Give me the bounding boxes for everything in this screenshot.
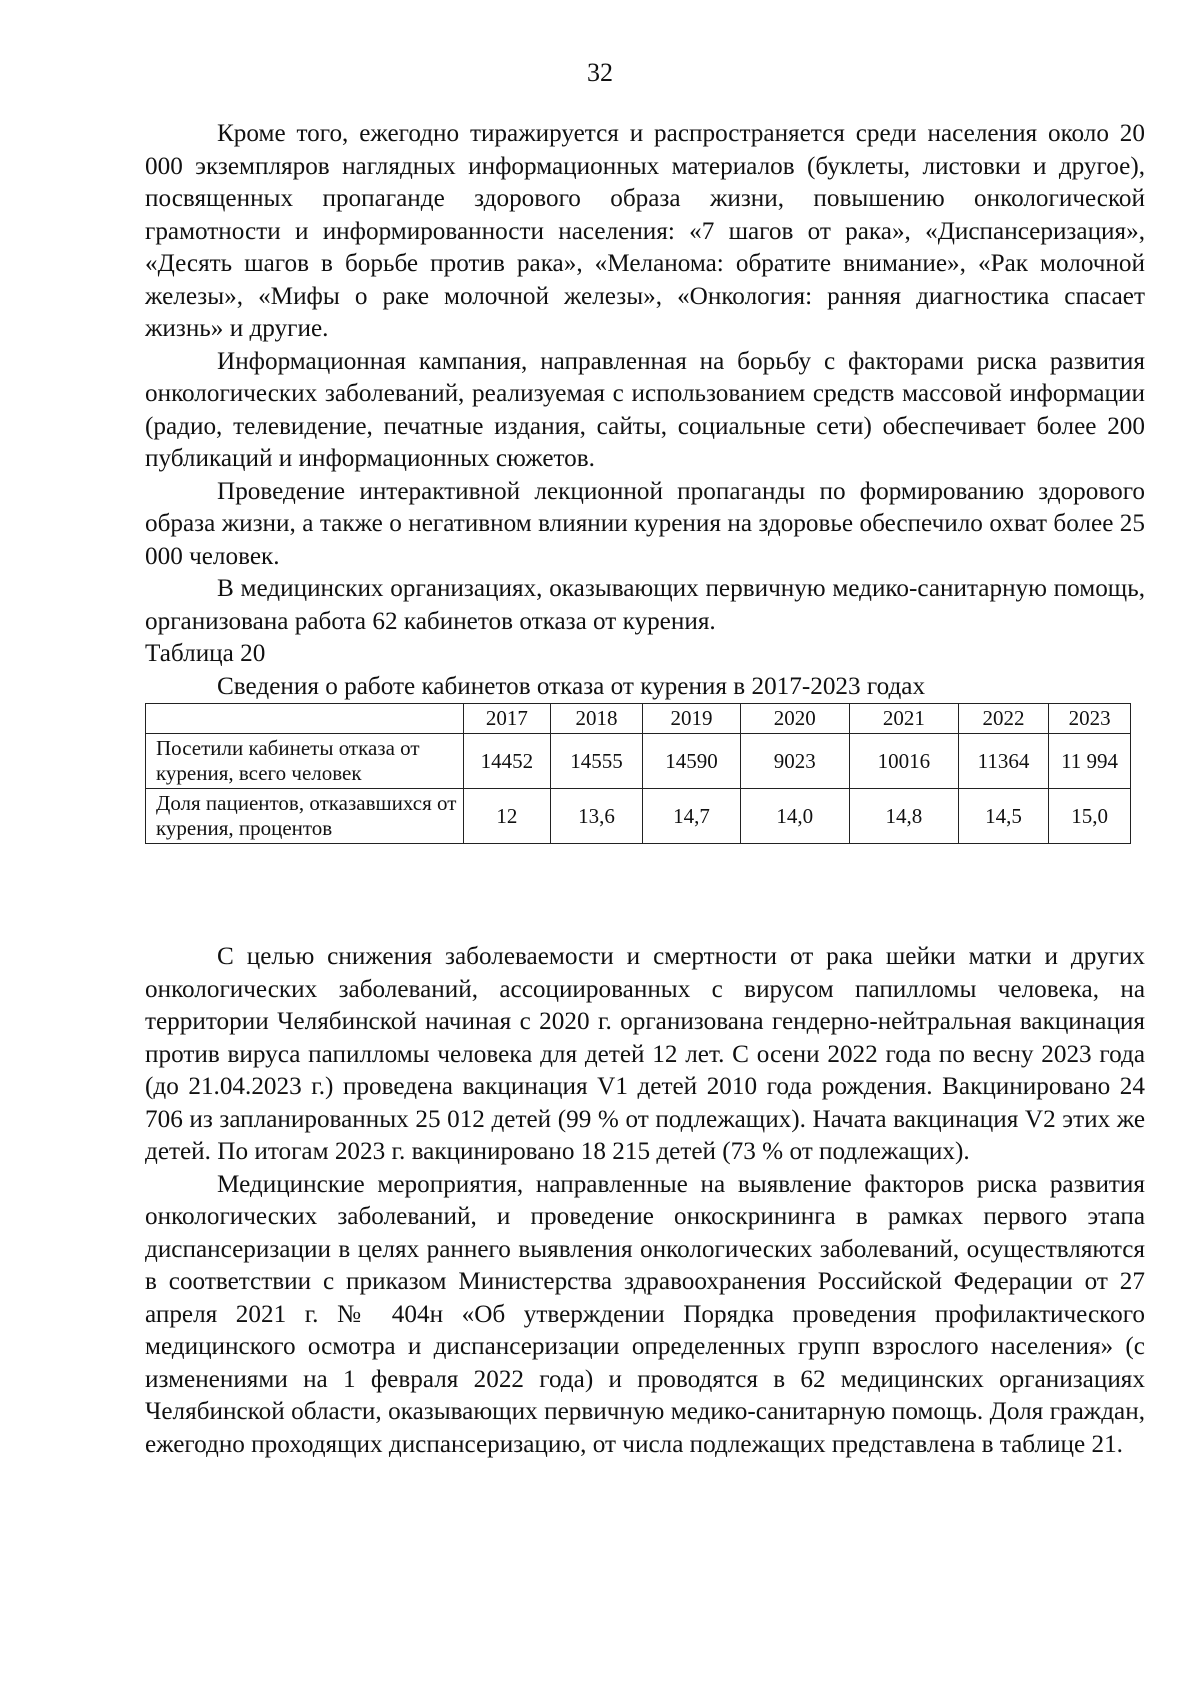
- table-row: [146, 734, 1131, 789]
- table-row-label: Доля пациентов, отказавшихся от курения, процентов: [146, 789, 464, 844]
- paragraph: Кроме того, ежегодно тиражируется и распространяется среди населения около 20 000 экземпляров наглядных информационных материалов (буклеты, листовки и другое), посвященных пропаганде здорового образа жизни, повышению онкологической грамотности и информированности населения: «7 шагов от рака», «Диспансеризация», «Десять шагов в борьбе против рака», «Меланома: обратите внимание», «Рак молочной железы», «Мифы о раке молочной железы», «Онкология: ранняя диагностика спасает жизнь» и другие.: [145, 120, 1145, 342]
- paragraph: Проведение интерактивной лекционной пропаганды по формированию здорового образа жизни, а также о негативном влиянии курения на здоровье обеспечило охват более 25 000 человек.: [145, 477, 1145, 570]
- paragraph: В медицинских организациях, оказывающих первичную медико-санитарную помощь, организована работа 62 кабинетов отказа от курения.: [145, 575, 1145, 635]
- paragraph: Информационная кампания, направленная на борьбу с факторами риска развития онкологических заболеваний, реализуемая с использованием средств массовой информации (радио, телевидение, печатные издания, сайты, социальные сети) обеспечивает более 200 публикаций и информационных сюжетов.: [145, 347, 1145, 472]
- table-cell: 14452: [463, 734, 550, 789]
- table-row-label: Посетили кабинеты отказа от курения, всего человек: [146, 734, 464, 789]
- table-cell: 14590: [643, 734, 741, 789]
- text-block-bottom: [145, 941, 1145, 1461]
- table-cell: 11364: [958, 734, 1048, 789]
- table-cell: 14,0: [740, 789, 849, 844]
- table-cell: 12: [463, 789, 550, 844]
- table-title: Сведения о работе кабинетов отказа от курения в 2017-2023 годах: [217, 672, 926, 700]
- table-header-cell: [146, 704, 464, 734]
- paragraph: Медицинские мероприятия, направленные на выявление факторов риска развития онкологических заболеваний, и проведение онкоскрининга в рамках первого этапа диспансеризации в целях раннего выявления онкологических заболеваний, осуществляются в соответствии с приказом Министерства здравоохранения Российской Федерации от 27 апреля 2021 г. № 404н «Об утверждении Порядка проведения профилактического медицинского осмотра и диспансеризации определенных групп взрослого населения» (с изменениями на 1 февраля 2022 года) и проводятся в 62 медицинских организациях Челябинской области, оказывающих первичную медико-санитарную помощь. Доля граждан, ежегодно проходящих диспансеризацию, от числа подлежащих представлена в таблице 21.: [145, 1170, 1145, 1458]
- table-cell: 14,7: [643, 789, 741, 844]
- table-header-row: [146, 704, 1131, 734]
- table-cell: 11 994: [1049, 734, 1131, 789]
- table-header-cell: 2023: [1049, 704, 1131, 734]
- table-header-cell: 2018: [550, 704, 642, 734]
- table-header-cell: 2021: [849, 704, 958, 734]
- table-cell: 14555: [550, 734, 642, 789]
- table-number-label: Таблица 20: [145, 640, 266, 667]
- smoking-cessation-table: [145, 703, 1131, 844]
- table-cell: 10016: [849, 734, 958, 789]
- table-row: [146, 789, 1131, 844]
- page-number: 32: [587, 58, 613, 87]
- table-cell: 13,6: [550, 789, 642, 844]
- table-cell: 15,0: [1049, 789, 1131, 844]
- paragraph: С целью снижения заболеваемости и смертности от рака шейки матки и других онкологических заболеваний, ассоциированных с вирусом папилломы человека, на территории Челябинской начиная с 2020 г. организована гендерно-нейтральная вакцинация против вируса папилломы человека для детей 12 лет. С осени 2022 года по весну 2023 года (до 21.04.2023 г.) проведена вакцинация V1 детей 2010 года рождения. Вакцинировано 24 706 из запланированных 25 012 детей (99 % от подлежащих). Начата вакцинация V2 этих же детей. По итогам 2023 г. вакцинировано 18 215 детей (73 % от подлежащих).: [145, 943, 1145, 1165]
- text-block-top: [145, 118, 1145, 844]
- table-cell: 9023: [740, 734, 849, 789]
- table-cell: 14,5: [958, 789, 1048, 844]
- table-header-cell: 2019: [643, 704, 741, 734]
- table-cell: 14,8: [849, 789, 958, 844]
- table-header-cell: 2022: [958, 704, 1048, 734]
- table-header-cell: 2020: [740, 704, 849, 734]
- table-header-cell: 2017: [463, 704, 550, 734]
